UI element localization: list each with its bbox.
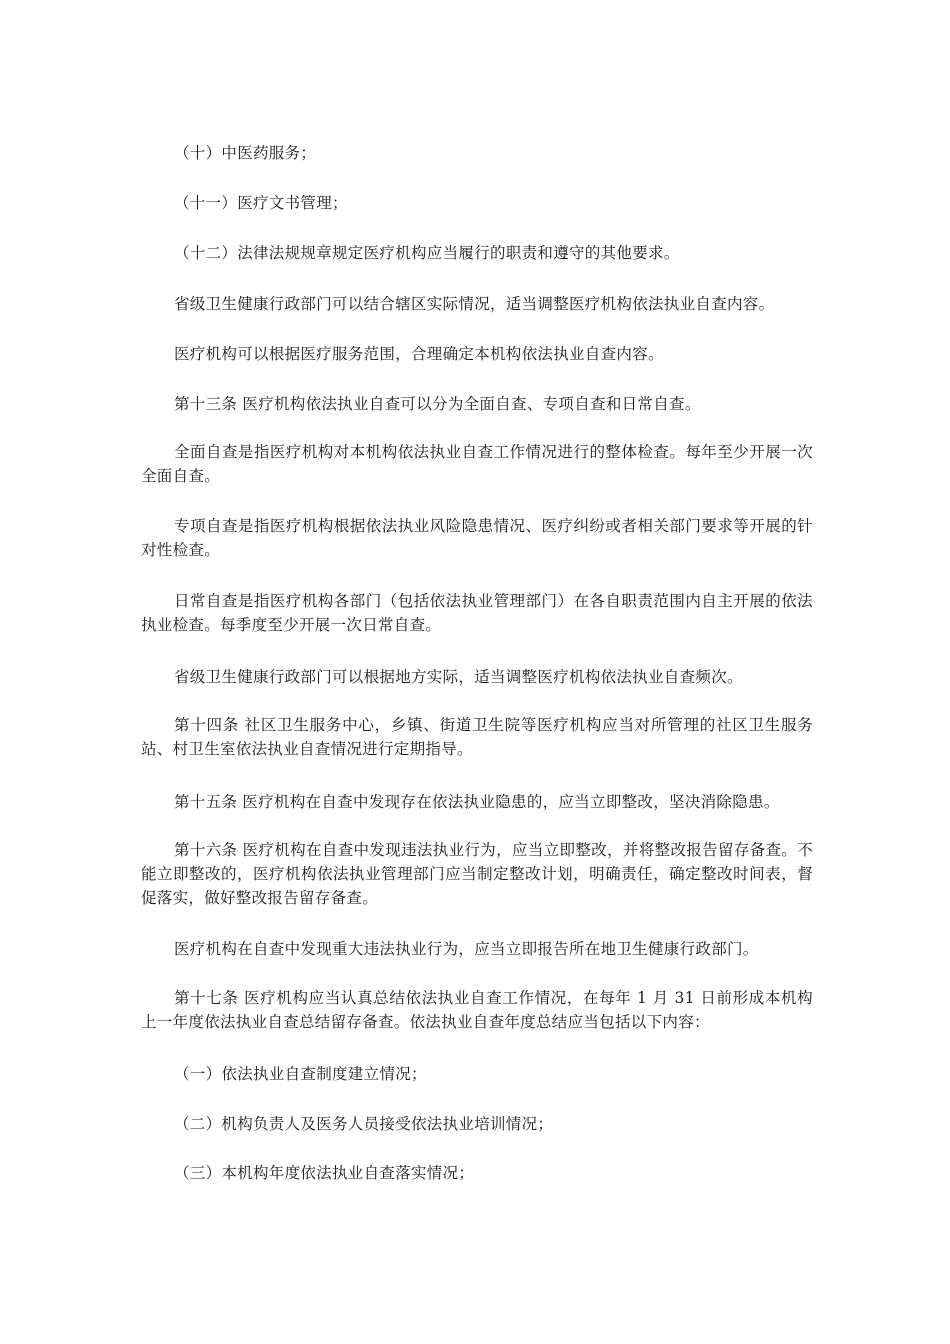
paragraph-full-inspection: 全面自查是指医疗机构对本机构依法执业自查工作情况进行的整体检查。每年至少开展一次全面自查。: [141, 443, 813, 485]
paragraph-item-11: （十一）医疗文书管理；: [174, 194, 348, 212]
paragraph-item-12: （十二）法律法规规章规定医疗机构应当履行的职责和遵守的其他要求。: [174, 244, 680, 262]
paragraph-provincial-adjust-frequency: 省级卫生健康行政部门可以根据地方实际，适当调整医疗机构依法执业自查频次。: [174, 668, 743, 686]
paragraph-special-inspection: 专项自查是指医疗机构根据依法执业风险隐患情况、医疗纠纷或者相关部门要求等开展的针对性检查。: [141, 517, 813, 559]
paragraph-daily-inspection: 日常自查是指医疗机构各部门（包括依法执业管理部门）在各自职责范围内自主开展的依法执业检查。每季度至少开展一次日常自查。: [141, 592, 813, 634]
paragraph-article-17: 第十七条 医疗机构应当认真总结依法执业自查工作情况，在每年 1 月 31 日前形成本机构上一年度依法执业自查总结留存备查。依法执业自查年度总结应当包括以下内容：: [141, 989, 813, 1031]
paragraph-institution-content: 医疗机构可以根据医疗服务范围，合理确定本机构依法执业自查内容。: [174, 345, 664, 363]
paragraph-summary-item-1: （一）依法执业自查制度建立情况；: [174, 1065, 427, 1083]
paragraph-summary-item-3: （三）本机构年度依法执业自查落实情况；: [174, 1164, 475, 1182]
paragraph-summary-item-2: （二）机构负责人及医务人员接受依法执业培训情况；: [174, 1115, 554, 1133]
paragraph-article-13: 第十三条 医疗机构依法执业自查可以分为全面自查、专项自查和日常自查。: [174, 395, 701, 413]
paragraph-item-10: （十）中医药服务；: [174, 144, 317, 162]
paragraph-article-15: 第十五条 医疗机构在自查中发现存在依法执业隐患的，应当立即整改，坚决消除隐患。: [174, 793, 780, 811]
paragraph-major-violation-report: 医疗机构在自查中发现重大违法执业行为，应当立即报告所在地卫生健康行政部门。: [174, 940, 759, 958]
paragraph-provincial-adjust-content: 省级卫生健康行政部门可以结合辖区实际情况，适当调整医疗机构依法执业自查内容。: [174, 295, 775, 313]
paragraph-article-14: 第十四条 社区卫生服务中心，乡镇、街道卫生院等医疗机构应当对所管理的社区卫生服务站、村卫生室依法执业自查情况进行定期指导。: [141, 716, 813, 758]
paragraph-article-16: 第十六条 医疗机构在自查中发现违法执业行为，应当立即整改，并将整改报告留存备查。不能立即整改的，医疗机构依法执业管理部门应当制定整改计划，明确责任，确定整改时间表，督促落实，做好整改报告留存备查。: [141, 841, 813, 907]
